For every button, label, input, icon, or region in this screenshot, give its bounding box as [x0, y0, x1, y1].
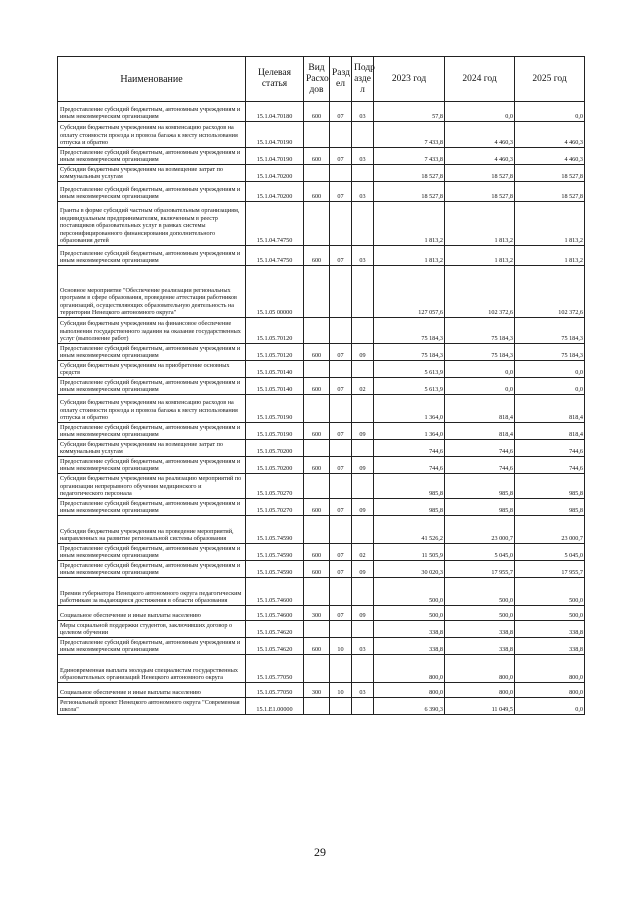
row-value-2023: 500,0	[374, 578, 445, 606]
table-row	[58, 361, 585, 378]
row-subsection: 02	[352, 544, 374, 561]
row-name: Предоставление субсидий бюджетным, автономным учреждениям и иным некоммерческим организациям	[58, 148, 246, 165]
header-section: Разд ел	[330, 57, 352, 102]
row-name: Субсидии бюджетным учреждениям на компенсацию расходов на оплату стоимости проезда и провоза багажа к месту использования отпуска и обратно	[58, 122, 246, 148]
row-value-2023: 744,6	[374, 440, 445, 457]
row-value-2025: 818,4	[515, 423, 585, 440]
table-row	[58, 165, 585, 182]
table-row	[58, 344, 585, 361]
row-kind	[304, 440, 330, 457]
row-section	[330, 165, 352, 182]
row-target: 15.1.04.70190	[246, 122, 304, 148]
row-name: Предоставление субсидий бюджетным, автономным учреждениям и иным некоммерческим организациям	[58, 457, 246, 474]
row-subsection: 03	[352, 638, 374, 655]
row-value-2023: 6 390,3	[374, 698, 445, 715]
table-row	[58, 148, 585, 165]
row-value-2023: 5 613,9	[374, 361, 445, 378]
table-row	[58, 516, 585, 544]
row-value-2023: 75 184,3	[374, 344, 445, 361]
row-kind	[304, 318, 330, 344]
row-target: 15.1.04.70190	[246, 148, 304, 165]
row-subsection: 03	[352, 246, 374, 266]
table-row	[58, 423, 585, 440]
row-section: 10	[330, 638, 352, 655]
page-number: 29	[314, 845, 326, 859]
row-value-2023: 75 184,3	[374, 318, 445, 344]
row-subsection	[352, 621, 374, 638]
table-row	[58, 440, 585, 457]
table-row	[58, 561, 585, 578]
row-target: 15.1.04.74750	[246, 202, 304, 246]
row-value-2024: 23 000,7	[445, 516, 515, 544]
row-subsection	[352, 578, 374, 606]
row-subsection: 09	[352, 561, 374, 578]
row-value-2025: 17 955,7	[515, 561, 585, 578]
row-value-2024: 338,8	[445, 621, 515, 638]
row-value-2024: 0,0	[445, 378, 515, 395]
row-target: 15.1.05.70270	[246, 499, 304, 516]
table-row	[58, 395, 585, 423]
row-value-2025: 0,0	[515, 361, 585, 378]
row-name: Предоставление субсидий бюджетным, автономным учреждениям и иным некоммерческим организациям	[58, 638, 246, 655]
row-value-2023: 7 433,8	[374, 148, 445, 165]
row-value-2025: 744,6	[515, 457, 585, 474]
row-subsection	[352, 202, 374, 246]
row-target: 15.1.04.74750	[246, 246, 304, 266]
row-kind: 600	[304, 561, 330, 578]
table-row	[58, 655, 585, 683]
row-value-2023: 800,0	[374, 655, 445, 683]
row-name: Предоставление субсидий бюджетным, автономным учреждениям и иным некоммерческим организациям	[58, 423, 246, 440]
row-target: 15.1.05.70120	[246, 344, 304, 361]
row-kind	[304, 266, 330, 318]
row-name: Премии губернатора Ненецкого автономного округа педагогическим работникам за выдающиеся достижения в области образования	[58, 578, 246, 606]
table-row	[58, 474, 585, 499]
header-2025: 2025 год	[515, 57, 585, 102]
row-target: 15.1.05.74600	[246, 606, 304, 621]
row-value-2025: 102 372,6	[515, 266, 585, 318]
row-section	[330, 395, 352, 423]
row-name: Субсидии бюджетным учреждениям на возмещение затрат по коммунальным услугам	[58, 440, 246, 457]
row-name: Предоставление субсидий бюджетным, автономным учреждениям и иным некоммерческим организациям	[58, 378, 246, 395]
row-subsection: 09	[352, 457, 374, 474]
row-name: Региональный проект Ненецкого автономного округа "Современная школа"	[58, 698, 246, 715]
row-value-2025: 800,0	[515, 683, 585, 698]
row-target: 15.1.05.70200	[246, 440, 304, 457]
row-value-2023: 11 505,9	[374, 544, 445, 561]
row-value-2025: 500,0	[515, 578, 585, 606]
row-value-2024: 338,8	[445, 638, 515, 655]
row-value-2024: 744,6	[445, 457, 515, 474]
header-2024: 2024 год	[445, 57, 515, 102]
row-name: Предоставление субсидий бюджетным, автономным учреждениям и иным некоммерческим организациям	[58, 344, 246, 361]
row-value-2024: 75 184,3	[445, 344, 515, 361]
table-row	[58, 122, 585, 148]
row-subsection	[352, 318, 374, 344]
row-target: 15.1.05.70140	[246, 378, 304, 395]
row-name: Гранты в форме субсидий частным образовательным организациям, индивидуальным предпринимателям, включенным в реестр поставщиков образовательных услуг в рамках системы персонифицированного финансирования дополнительного образования детей	[58, 202, 246, 246]
row-value-2024: 985,8	[445, 499, 515, 516]
table-row	[58, 578, 585, 606]
row-value-2024: 18 527,8	[445, 182, 515, 202]
row-value-2025: 1 813,2	[515, 246, 585, 266]
row-section	[330, 361, 352, 378]
row-value-2025: 985,8	[515, 499, 585, 516]
row-value-2024: 0,0	[445, 102, 515, 122]
row-subsection: 03	[352, 102, 374, 122]
row-target: 15.1.05.74590	[246, 544, 304, 561]
row-subsection	[352, 655, 374, 683]
table-row	[58, 499, 585, 516]
row-target: 15.1.05.74590	[246, 561, 304, 578]
row-subsection	[352, 165, 374, 182]
row-section	[330, 621, 352, 638]
row-kind	[304, 202, 330, 246]
row-section: 07	[330, 544, 352, 561]
row-value-2025: 744,6	[515, 440, 585, 457]
row-section	[330, 266, 352, 318]
header-subsection: Подр азде л	[352, 57, 374, 102]
row-value-2024: 0,0	[445, 361, 515, 378]
row-value-2024: 500,0	[445, 578, 515, 606]
row-name: Субсидии бюджетным учреждениям на возмещение затрат по коммунальным услугам	[58, 165, 246, 182]
row-value-2025: 1 813,2	[515, 202, 585, 246]
header-name: Наименование	[58, 57, 246, 102]
row-subsection	[352, 474, 374, 499]
row-target: 15.1.04.70200	[246, 165, 304, 182]
row-section	[330, 474, 352, 499]
row-name: Предоставление субсидий бюджетным, автономным учреждениям и иным некоммерческим организациям	[58, 544, 246, 561]
row-subsection	[352, 516, 374, 544]
header-target: Целевая статья	[246, 57, 304, 102]
row-name: Предоставление субсидий бюджетным, автономным учреждениям и иным некоммерческим организациям	[58, 102, 246, 122]
row-value-2025: 818,4	[515, 395, 585, 423]
table-body	[58, 102, 585, 715]
table-row	[58, 457, 585, 474]
table-row	[58, 683, 585, 698]
table-row	[58, 318, 585, 344]
row-value-2024: 818,4	[445, 395, 515, 423]
row-value-2025: 985,8	[515, 474, 585, 499]
table-row	[58, 246, 585, 266]
budget-table	[57, 56, 585, 715]
row-value-2025: 0,0	[515, 378, 585, 395]
row-value-2023: 30 020,3	[374, 561, 445, 578]
row-value-2024: 5 045,0	[445, 544, 515, 561]
row-value-2025: 800,0	[515, 655, 585, 683]
table-row	[58, 378, 585, 395]
row-value-2024: 4 460,3	[445, 122, 515, 148]
row-name: Основное мероприятие "Обеспечение реализации региональных программ в сфере образования, проведение аттестации работников организаций, осуществляющих образовательную деятельность на территории Ненецкого автономного округа"	[58, 266, 246, 318]
table-row	[58, 182, 585, 202]
row-value-2024: 500,0	[445, 606, 515, 621]
row-section: 07	[330, 102, 352, 122]
row-section	[330, 440, 352, 457]
row-value-2024: 102 372,6	[445, 266, 515, 318]
row-value-2023: 5 613,9	[374, 378, 445, 395]
table-row	[58, 266, 585, 318]
row-value-2023: 7 433,8	[374, 122, 445, 148]
row-value-2024: 985,8	[445, 474, 515, 499]
row-section: 07	[330, 606, 352, 621]
row-value-2024: 17 955,7	[445, 561, 515, 578]
row-value-2023: 18 527,8	[374, 165, 445, 182]
row-target: 15.1.05.74590	[246, 516, 304, 544]
row-kind: 600	[304, 638, 330, 655]
row-target: 15.1.05.74620	[246, 638, 304, 655]
row-subsection	[352, 266, 374, 318]
row-target: 15.1.05.77050	[246, 683, 304, 698]
row-name: Предоставление субсидий бюджетным, автономным учреждениям и иным некоммерческим организациям	[58, 246, 246, 266]
row-kind: 600	[304, 544, 330, 561]
row-kind	[304, 165, 330, 182]
row-section: 10	[330, 683, 352, 698]
row-value-2023: 1 813,2	[374, 246, 445, 266]
table-row	[58, 698, 585, 715]
row-kind: 600	[304, 457, 330, 474]
row-kind	[304, 516, 330, 544]
row-target: 15.1.05.70190	[246, 395, 304, 423]
row-value-2025: 0,0	[515, 698, 585, 715]
row-target: 15.1.05 00000	[246, 266, 304, 318]
row-subsection: 09	[352, 606, 374, 621]
row-kind: 600	[304, 182, 330, 202]
table-row	[58, 621, 585, 638]
row-kind	[304, 655, 330, 683]
row-value-2024: 4 460,3	[445, 148, 515, 165]
row-target: 15.1.04.70200	[246, 182, 304, 202]
row-value-2025: 75 184,3	[515, 318, 585, 344]
row-value-2025: 18 527,8	[515, 165, 585, 182]
row-value-2025: 338,8	[515, 621, 585, 638]
row-value-2025: 500,0	[515, 606, 585, 621]
row-value-2023: 338,8	[374, 638, 445, 655]
row-kind: 600	[304, 423, 330, 440]
row-kind: 600	[304, 102, 330, 122]
row-section: 07	[330, 246, 352, 266]
row-name: Предоставление субсидий бюджетным, автономным учреждениям и иным некоммерческим организациям	[58, 182, 246, 202]
row-subsection: 09	[352, 499, 374, 516]
row-value-2025: 23 000,7	[515, 516, 585, 544]
row-value-2023: 41 526,2	[374, 516, 445, 544]
row-section: 07	[330, 423, 352, 440]
row-kind: 600	[304, 246, 330, 266]
row-value-2025: 4 460,3	[515, 148, 585, 165]
row-value-2024: 818,4	[445, 423, 515, 440]
table-row	[58, 638, 585, 655]
row-subsection: 09	[352, 344, 374, 361]
row-value-2025: 0,0	[515, 102, 585, 122]
row-subsection	[352, 395, 374, 423]
row-value-2023: 1 364,0	[374, 395, 445, 423]
table-header-row	[58, 57, 585, 102]
row-subsection	[352, 440, 374, 457]
header-2023: 2023 год	[374, 57, 445, 102]
row-name: Единовременная выплата молодым специалистам государственных образовательных организаций Ненецкого автономного округа	[58, 655, 246, 683]
row-value-2025: 338,8	[515, 638, 585, 655]
row-kind: 600	[304, 499, 330, 516]
row-name: Субсидии бюджетным учреждениям на проведение мероприятий, направленных на развитие региональной системы образования	[58, 516, 246, 544]
row-section: 07	[330, 561, 352, 578]
row-kind	[304, 361, 330, 378]
row-section: 07	[330, 457, 352, 474]
table-row	[58, 102, 585, 122]
row-name: Социальное обеспечение и иные выплаты населению	[58, 606, 246, 621]
row-kind	[304, 474, 330, 499]
row-value-2023: 985,8	[374, 474, 445, 499]
row-kind: 300	[304, 606, 330, 621]
row-name: Субсидии бюджетным учреждениям на компенсацию расходов на оплату стоимости проезда и провоза багажа к месту использования отпуска и обратно	[58, 395, 246, 423]
row-value-2023: 127 057,6	[374, 266, 445, 318]
row-section: 07	[330, 499, 352, 516]
row-value-2025: 75 184,3	[515, 344, 585, 361]
table-row	[58, 202, 585, 246]
row-target: 15.1.05.74620	[246, 621, 304, 638]
row-value-2024: 18 527,8	[445, 165, 515, 182]
row-subsection	[352, 361, 374, 378]
row-section: 07	[330, 378, 352, 395]
row-kind	[304, 698, 330, 715]
row-kind: 300	[304, 683, 330, 698]
row-target: 15.1.05.70190	[246, 423, 304, 440]
row-kind	[304, 578, 330, 606]
row-value-2024: 1 813,2	[445, 202, 515, 246]
table-row	[58, 606, 585, 621]
row-section: 07	[330, 344, 352, 361]
row-value-2024: 800,0	[445, 655, 515, 683]
row-section	[330, 698, 352, 715]
row-section: 07	[330, 182, 352, 202]
row-target: 15.1.05.70140	[246, 361, 304, 378]
row-value-2023: 1 813,2	[374, 202, 445, 246]
row-name: Субсидии бюджетным учреждениям на реализацию мероприятий по организации непрерывного обучения медицинского и педагогического персонала	[58, 474, 246, 499]
row-section	[330, 318, 352, 344]
row-subsection	[352, 698, 374, 715]
row-value-2023: 985,8	[374, 499, 445, 516]
row-subsection: 03	[352, 683, 374, 698]
row-subsection	[352, 122, 374, 148]
row-target: 15.1.05.77050	[246, 655, 304, 683]
row-value-2024: 11 049,5	[445, 698, 515, 715]
row-target: 15.1.05.74600	[246, 578, 304, 606]
row-value-2025: 4 460,3	[515, 122, 585, 148]
row-target: 15.1.05.70120	[246, 318, 304, 344]
row-target: 15.1.E1.00000	[246, 698, 304, 715]
row-target: 15.1.04.70180	[246, 102, 304, 122]
header-kind: Вид Расхо дов	[304, 57, 330, 102]
row-subsection: 03	[352, 182, 374, 202]
row-subsection: 03	[352, 148, 374, 165]
row-section	[330, 202, 352, 246]
row-value-2023: 18 527,8	[374, 182, 445, 202]
row-kind: 600	[304, 378, 330, 395]
row-name: Субсидии бюджетным учреждениям на приобретение основных средств	[58, 361, 246, 378]
row-name: Меры социальной поддержки студентов, заключивших договор о целевом обучении	[58, 621, 246, 638]
row-value-2024: 800,0	[445, 683, 515, 698]
row-value-2023: 1 364,0	[374, 423, 445, 440]
row-name: Субсидии бюджетным учреждениям на финансовое обеспечение выполнения государственного задания на оказание государственных услуг (выполнение работ)	[58, 318, 246, 344]
row-value-2024: 1 813,2	[445, 246, 515, 266]
row-value-2024: 744,6	[445, 440, 515, 457]
row-target: 15.1.05.70270	[246, 474, 304, 499]
row-name: Социальное обеспечение и иные выплаты населению	[58, 683, 246, 698]
row-value-2023: 500,0	[374, 606, 445, 621]
row-name: Предоставление субсидий бюджетным, автономным учреждениям и иным некоммерческим организациям	[58, 499, 246, 516]
row-subsection: 09	[352, 423, 374, 440]
row-value-2023: 744,6	[374, 457, 445, 474]
table-row	[58, 544, 585, 561]
row-name: Предоставление субсидий бюджетным, автономным учреждениям и иным некоммерческим организациям	[58, 561, 246, 578]
row-value-2023: 338,8	[374, 621, 445, 638]
row-section: 07	[330, 148, 352, 165]
row-kind	[304, 395, 330, 423]
row-value-2025: 5 045,0	[515, 544, 585, 561]
row-subsection: 02	[352, 378, 374, 395]
row-kind	[304, 122, 330, 148]
row-kind	[304, 621, 330, 638]
row-section	[330, 122, 352, 148]
row-value-2024: 75 184,3	[445, 318, 515, 344]
row-value-2025: 18 527,8	[515, 182, 585, 202]
row-target: 15.1.05.70200	[246, 457, 304, 474]
row-section	[330, 516, 352, 544]
row-section	[330, 655, 352, 683]
row-kind: 600	[304, 148, 330, 165]
row-value-2023: 57,8	[374, 102, 445, 122]
row-kind: 600	[304, 344, 330, 361]
row-section	[330, 578, 352, 606]
row-value-2023: 800,0	[374, 683, 445, 698]
